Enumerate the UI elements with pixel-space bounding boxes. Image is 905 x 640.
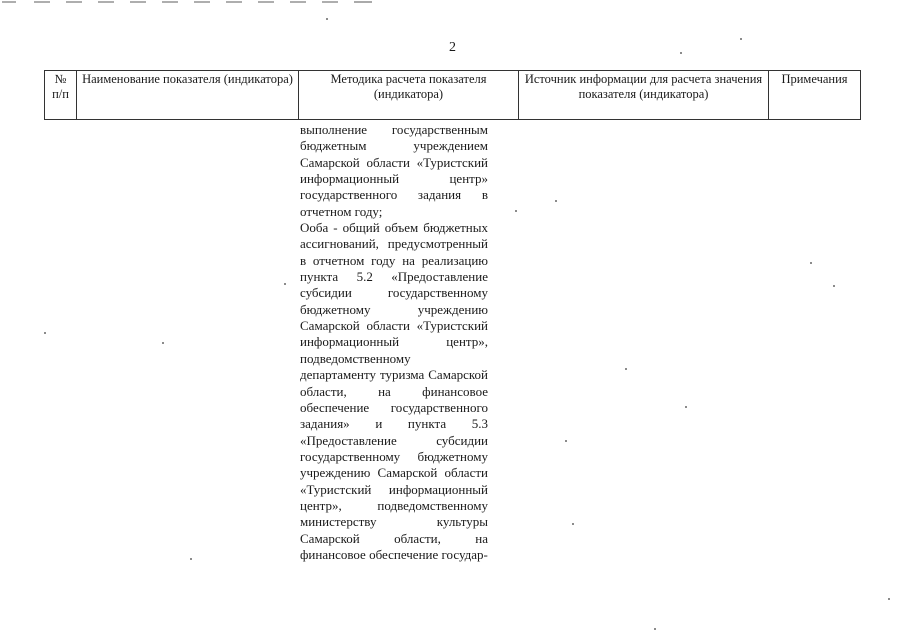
calculation-method-text [300,122,488,563]
scan-speck [190,558,192,560]
scan-speck [685,406,687,408]
scan-speck [888,598,890,600]
scan-speck [555,200,557,202]
method-paragraph-2: Ооба - общий объем бюджетных ассигнований, предусмотренный в отчетном году на реализацию пункта 5.2 «Предоставление субсидии государственному бюджетному учреждению Самарской области «Туристский информационный центр», подведомственному департаменту туризма Самарской области, на финансовое обеспечение государственного задания» и пункта 5.3 «Предоставление субсидии государственному бюджетному учреждению Самарской области «Туристский информационный центр», подведомственному министерству культуры Самарской области, на финансовое обеспечение государ- [300,220,488,562]
scan-speck [654,628,656,630]
scan-speck [284,283,286,285]
scan-speck [810,262,812,264]
column-indicator-name: Наименование показателя (индикатора) [77,71,299,120]
table-header-row [45,71,861,120]
scan-speck [625,368,627,370]
scan-speck [565,440,567,442]
scan-speck [326,18,328,20]
indicator-table-header [44,70,861,120]
scan-speck [515,210,517,212]
scan-speck [833,285,835,287]
scan-speck [162,342,164,344]
scan-speck [740,38,742,40]
scan-dash-marks [0,0,400,4]
scan-speck [572,523,574,525]
column-number: № п/п [45,71,77,120]
scan-speck [680,52,682,54]
column-information-source: Источник информации для расчета значения показателя (индикатора) [519,71,769,120]
column-notes: Примечания [769,71,861,120]
column-calculation-method: Методика расчета показателя (индикатора) [299,71,519,120]
scan-speck [44,332,46,334]
method-paragraph-1: выполнение государственным бюджетным учреждением Самарской области «Туристский информационный центр» государственного задания в отчетном году; [300,122,488,219]
page-number: 2 [449,40,456,55]
